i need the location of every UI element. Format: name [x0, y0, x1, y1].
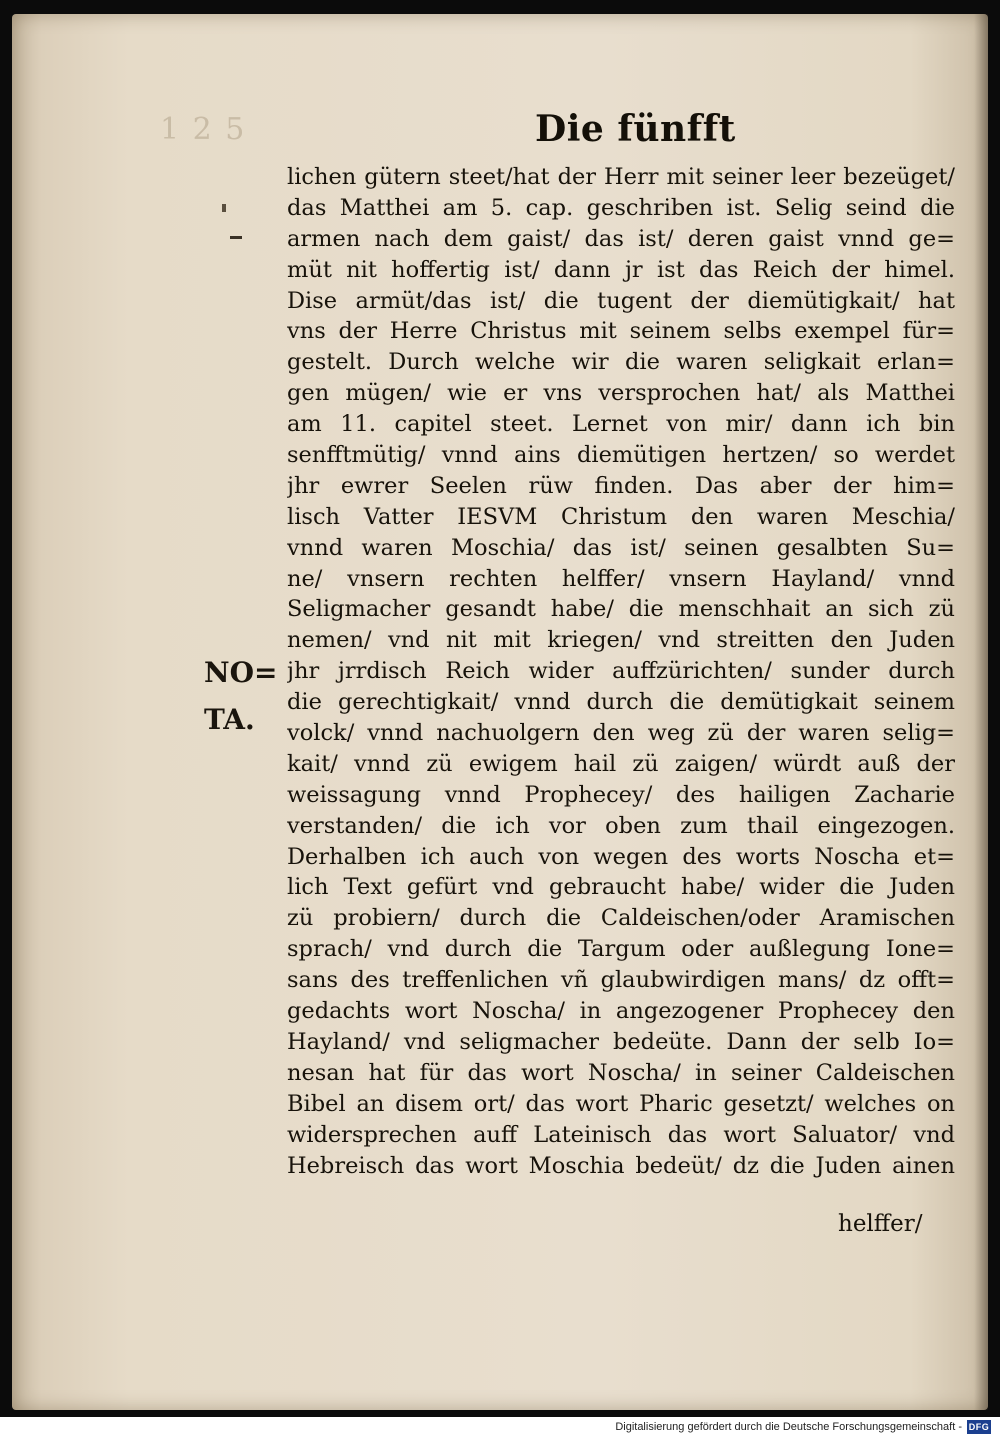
dfg-logo: DFG	[968, 1422, 990, 1432]
text-line: die gerechtigkait/ vnnd durch die demütigkait seinem	[287, 689, 955, 716]
text-line: kait/ vnnd zü ewigem hail zü zaigen/ würdt auß der	[287, 750, 955, 777]
text-line: jhr jrrdisch Reich wider auffzürichten/ sunder durch	[287, 658, 955, 685]
text-line: armen nach dem gaist/ das ist/ deren gaist vnnd ge=	[287, 225, 955, 252]
funding-notice: Digitalisierung gefördert durch die Deutsche Forschungsgemeinschaft -	[615, 1421, 962, 1433]
text-line: weissagung vnnd Prophecey/ des hailigen Zacharie	[287, 781, 955, 808]
text-line: vnnd waren Moschia/ das ist/ seinen gesalbten Su=	[287, 534, 955, 561]
text-line: senfftmütig/ vnnd ains diemütigen hertzen/ so werdet	[287, 442, 955, 469]
text-line: lisch Vatter IESVM Christum den waren Meschia/	[287, 503, 955, 530]
text-line: sprach/ vnd durch die Targum oder außlegung Ione=	[287, 936, 955, 963]
text-line: lichen gütern steet/hat der Herr mit seiner leer bezeüget/	[287, 164, 955, 190]
text-line: zü probiern/ durch die Caldeischen/oder Aramischen	[287, 905, 955, 932]
text-line: müt nit hoffertig ist/ dann jr ist das Reich der himel.	[287, 256, 955, 283]
text-line: Bibel an disem ort/ das wort Pharic gesetzt/ welches on	[287, 1090, 955, 1117]
margin-note-nota-part1: NO=	[204, 656, 278, 689]
text-line: Hayland/ vnd seligmacher bedeüte. Dann der selb Io=	[287, 1028, 955, 1055]
text-line: Dise armüt/das ist/ die tugent der diemütigkait/ hat	[287, 287, 955, 314]
text-line: widersprechen auff Lateinisch das wort Saluator/ vnd	[287, 1121, 955, 1148]
text-line: ne/ vnsern rechten helffer/ vnsern Hayland/ vnnd	[287, 565, 955, 592]
text-line: sans des treffenlichen vñ glaubwirdigen mans/ dz offt=	[287, 967, 955, 994]
text-line: Derhalben ich auch von wegen des worts Noscha et=	[287, 843, 955, 870]
text-line: jhr ewrer Seelen rüw finden. Das aber der him=	[287, 472, 955, 499]
text-line: lich Text gefürt vnd gebraucht habe/ wider die Juden	[287, 874, 955, 901]
text-line: nemen/ vnd nit mit kriegen/ vnd streitten den Juden	[287, 627, 955, 654]
text-line: am 11. capitel steet. Lernet von mir/ dann ich bin	[287, 411, 955, 438]
margin-mark	[222, 204, 226, 212]
margin-note-nota-part2: TA.	[204, 703, 255, 736]
text-line: verstanden/ die ich vor oben zum thail eingezogen.	[287, 812, 955, 839]
text-line: volck/ vnnd nachuolgern den weg zü der waren selig=	[287, 720, 955, 747]
faded-page-number: 1 2 5	[160, 112, 247, 147]
running-head: Die fünfft	[535, 108, 736, 150]
margin-dash	[230, 236, 242, 239]
text-line: vns der Herre Christus mit seinem selbs exempel für=	[287, 318, 955, 345]
page-edge-shadow	[974, 14, 988, 1410]
body-text	[287, 162, 955, 1181]
text-line: das Matthei am 5. cap. geschriben ist. Selig seind die	[287, 194, 955, 221]
text-line: gestelt. Durch welche wir die waren seligkait erlan=	[287, 349, 955, 376]
text-line: Seligmacher gesandt habe/ die menschhait an sich zü	[287, 596, 955, 623]
text-line: gedachts wort Noscha/ in angezogener Prophecey den	[287, 998, 955, 1025]
text-line: gen mügen/ wie er vns versprochen hat/ als Matthei	[287, 380, 955, 407]
catchword: helffer/	[838, 1211, 923, 1237]
text-line: nesan hat für das wort Noscha/ in seiner Caldeischen	[287, 1059, 955, 1086]
text-line: Hebreisch das wort Moschia bedeüt/ dz die Juden ainen	[287, 1152, 955, 1179]
